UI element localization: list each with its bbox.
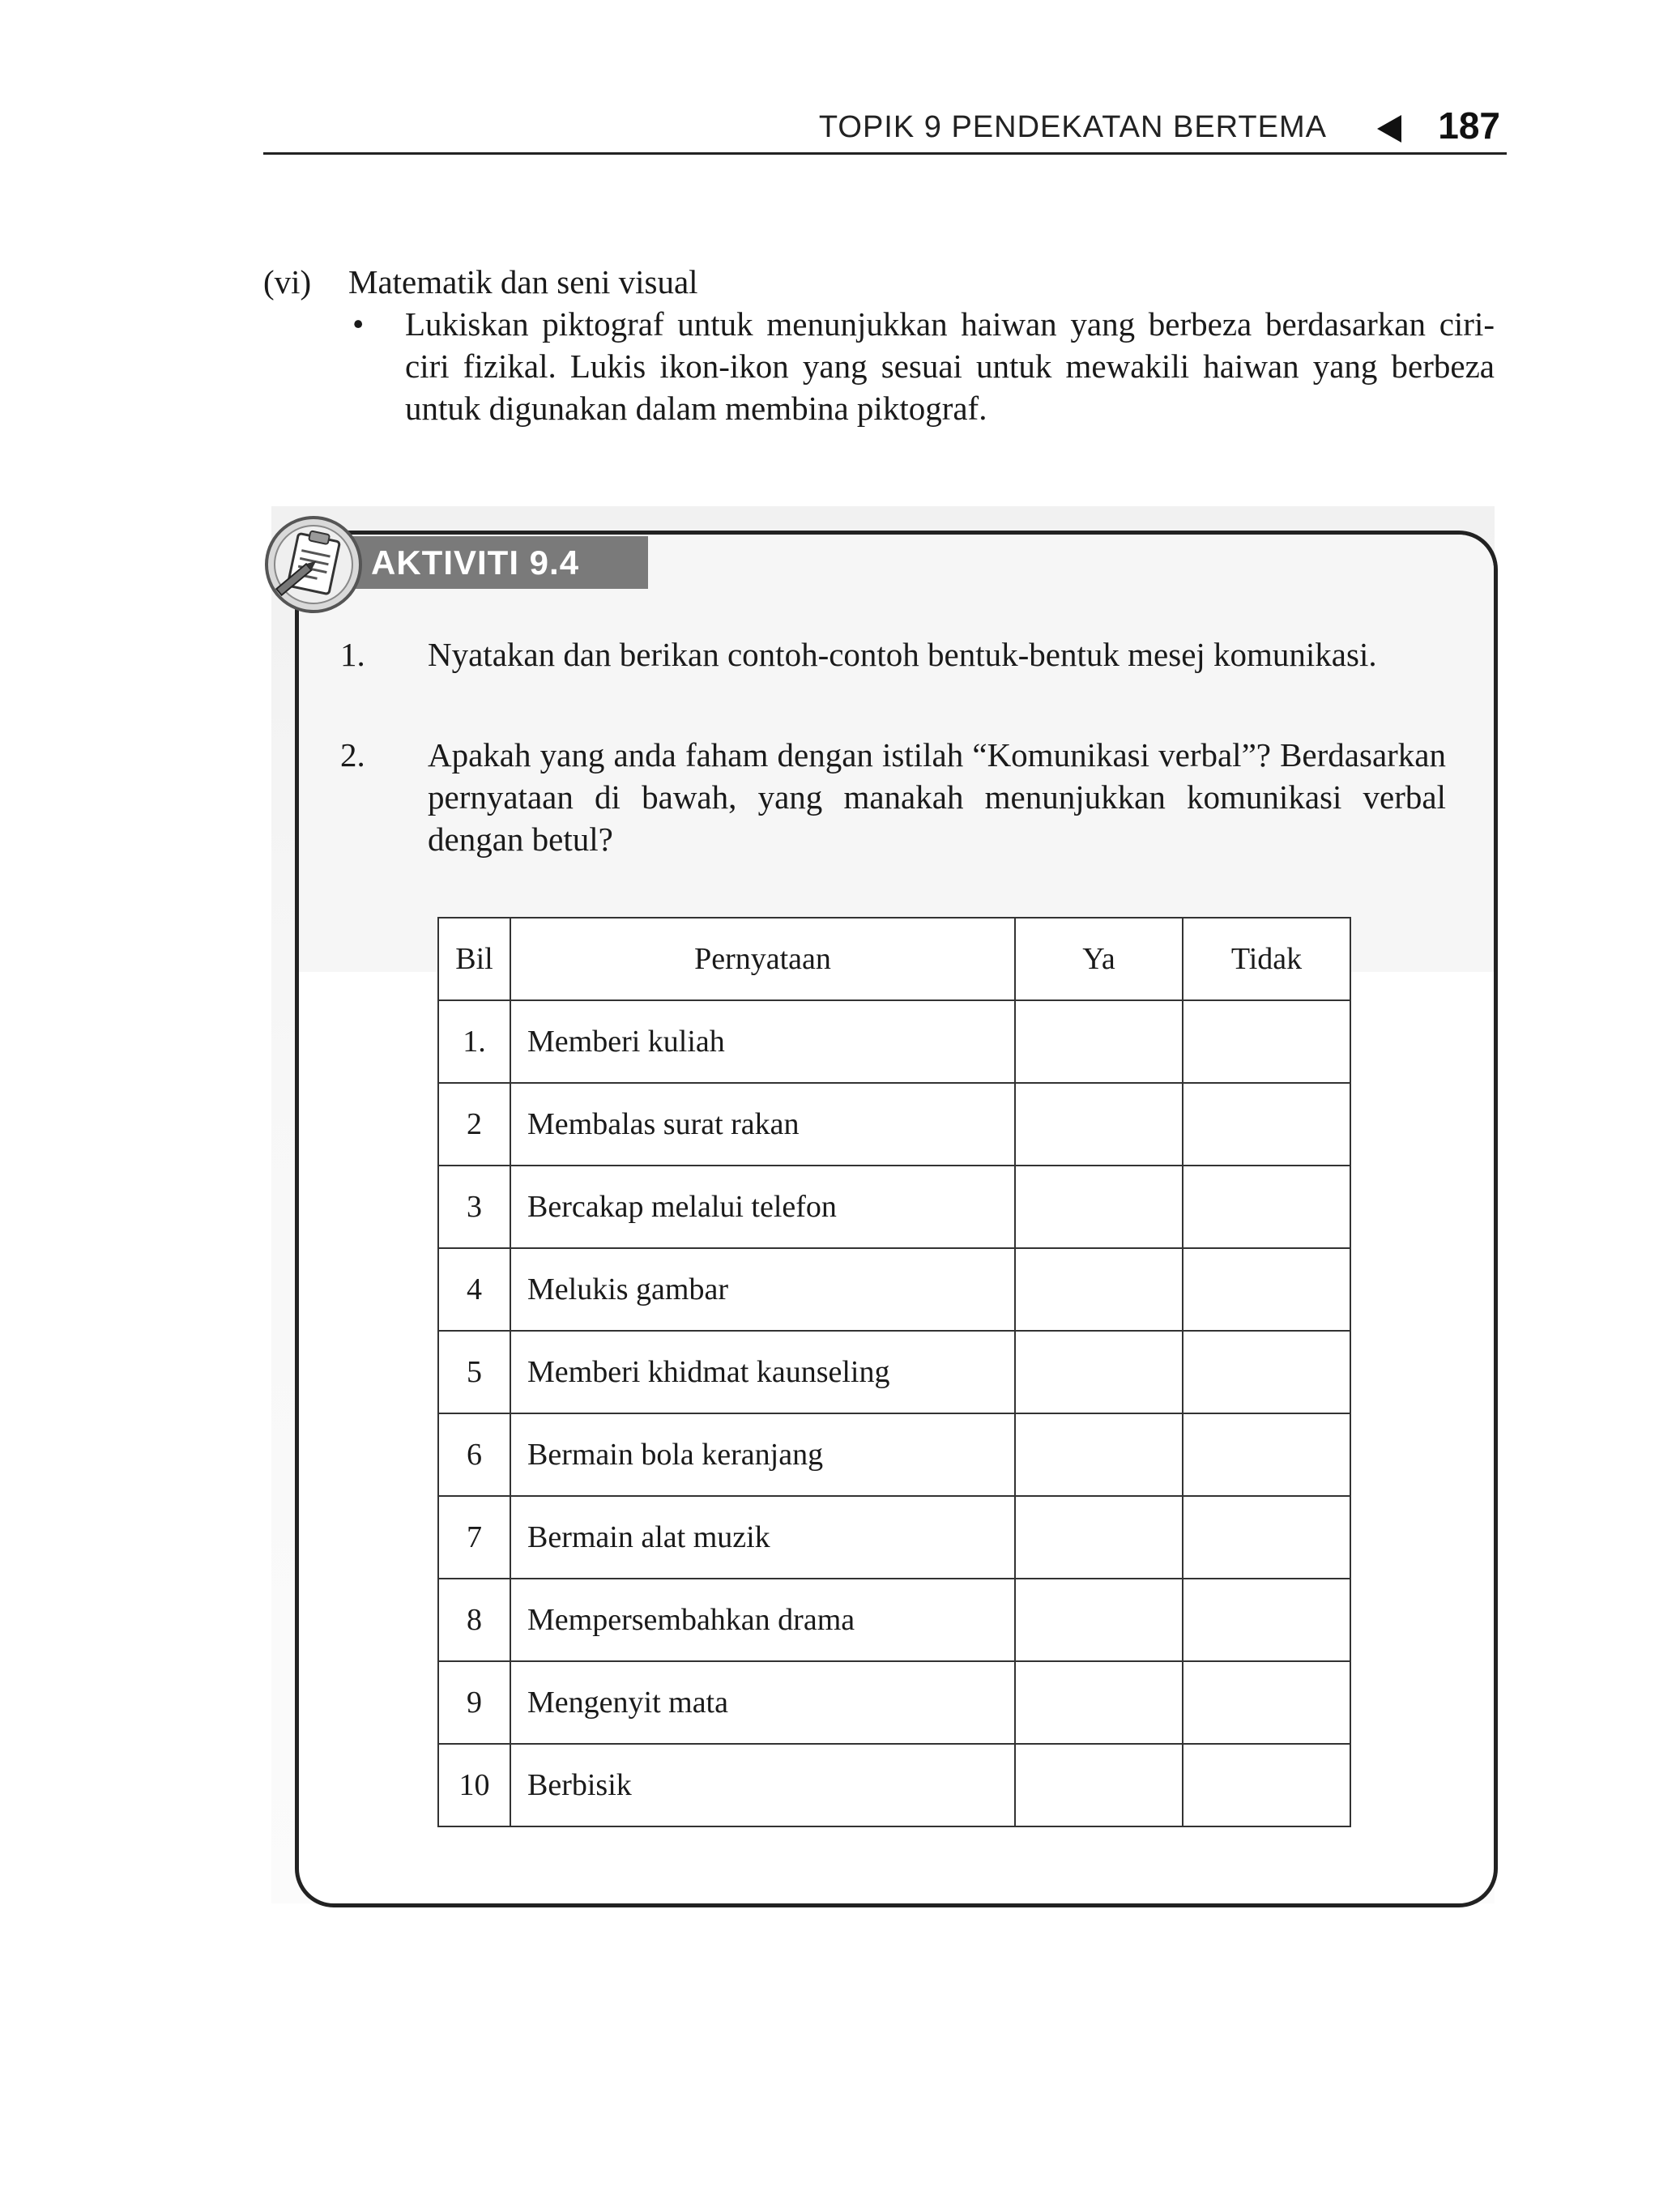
tidak-cell[interactable] — [1183, 1661, 1350, 1744]
question-text: Nyatakan dan berikan contoh-contoh bentuk-bentuk mesej komunikasi. — [428, 636, 1377, 673]
ya-cell[interactable] — [1015, 1248, 1183, 1331]
row-number: 5 — [438, 1331, 510, 1413]
table-row — [438, 1248, 1350, 1331]
row-statement: Bercakap melalui telefon — [510, 1166, 1015, 1248]
tidak-cell[interactable] — [1183, 1579, 1350, 1661]
ya-cell[interactable] — [1015, 1661, 1183, 1744]
row-number: 9 — [438, 1661, 510, 1744]
bullet-icon: • — [352, 305, 365, 343]
table-row — [438, 1083, 1350, 1166]
row-statement: Memberi kuliah — [510, 1000, 1015, 1083]
row-number: 1. — [438, 1000, 510, 1083]
ya-cell[interactable] — [1015, 1331, 1183, 1413]
tidak-cell[interactable] — [1183, 1083, 1350, 1166]
ya-cell[interactable] — [1015, 1166, 1183, 1248]
tidak-cell[interactable] — [1183, 1413, 1350, 1496]
row-statement: Bermain alat muzik — [510, 1496, 1015, 1579]
table-row — [438, 1000, 1350, 1083]
tidak-cell[interactable] — [1183, 1331, 1350, 1413]
ya-cell[interactable] — [1015, 1083, 1183, 1166]
statement-table — [437, 917, 1351, 1827]
ya-cell[interactable] — [1015, 1413, 1183, 1496]
row-number: 3 — [438, 1166, 510, 1248]
row-statement: Mempersembahkan drama — [510, 1579, 1015, 1661]
table-row — [438, 1744, 1350, 1826]
item-number: (vi) — [263, 263, 312, 300]
row-statement: Melukis gambar — [510, 1248, 1015, 1331]
row-number: 4 — [438, 1248, 510, 1331]
row-statement: Mengenyit mata — [510, 1661, 1015, 1744]
item-title: Matematik dan seni visual — [348, 263, 698, 300]
row-statement: Membalas surat rakan — [510, 1083, 1015, 1166]
row-statement: Berbisik — [510, 1744, 1015, 1826]
header-bil: Bil — [438, 918, 510, 1000]
header-tidak: Tidak — [1183, 918, 1350, 1000]
table-row — [438, 1413, 1350, 1496]
row-number: 2 — [438, 1083, 510, 1166]
row-statement: Memberi khidmat kaunseling — [510, 1331, 1015, 1413]
table-row — [438, 1661, 1350, 1744]
table-row — [438, 1166, 1350, 1248]
running-title: TOPIK 9 PENDEKATAN BERTEMA — [818, 110, 1327, 144]
header-pernyataan: Pernyataan — [510, 918, 1015, 1000]
ya-cell[interactable] — [1015, 1496, 1183, 1579]
row-number: 6 — [438, 1413, 510, 1496]
row-number: 8 — [438, 1579, 510, 1661]
table-header-row — [438, 918, 1350, 1000]
running-header — [263, 104, 1507, 155]
table-row — [438, 1579, 1350, 1661]
row-number: 10 — [438, 1744, 510, 1826]
tidak-cell[interactable] — [1183, 1744, 1350, 1826]
clipboard-pencil-icon — [263, 514, 365, 616]
page-number: 187 — [1438, 104, 1500, 147]
question-number: 1. — [340, 636, 365, 673]
ya-cell[interactable] — [1015, 1000, 1183, 1083]
tidak-cell[interactable] — [1183, 1166, 1350, 1248]
question-text: Apakah yang anda faham dengan istilah “Komunikasi verbal”? Berdasarkan pernyataan di bawah, yang manakah menunjukkan komunikasi verbal dengan betul? — [428, 736, 1446, 858]
table-row — [438, 1496, 1350, 1579]
header-ya: Ya — [1015, 918, 1183, 1000]
bullet-text: Lukiskan piktograf untuk menunjukkan haiwan yang berbeza berdasarkan ciri-ciri fizikal. Lukis ikon-ikon yang sesuai untuk mewakili haiwan yang berbeza untuk digunakan dalam membina piktograf. — [405, 305, 1495, 427]
table-row — [438, 1331, 1350, 1413]
tidak-cell[interactable] — [1183, 1248, 1350, 1331]
statement-table-wrapper — [437, 917, 1351, 1827]
tidak-cell[interactable] — [1183, 1000, 1350, 1083]
tidak-cell[interactable] — [1183, 1496, 1350, 1579]
question-number: 2. — [340, 736, 365, 774]
ya-cell[interactable] — [1015, 1744, 1183, 1826]
row-statement: Bermain bola keranjang — [510, 1413, 1015, 1496]
row-number: 7 — [438, 1496, 510, 1579]
left-triangle-icon — [1377, 115, 1401, 143]
activity-label: AKTIVITI 9.4 — [339, 536, 648, 589]
ya-cell[interactable] — [1015, 1579, 1183, 1661]
